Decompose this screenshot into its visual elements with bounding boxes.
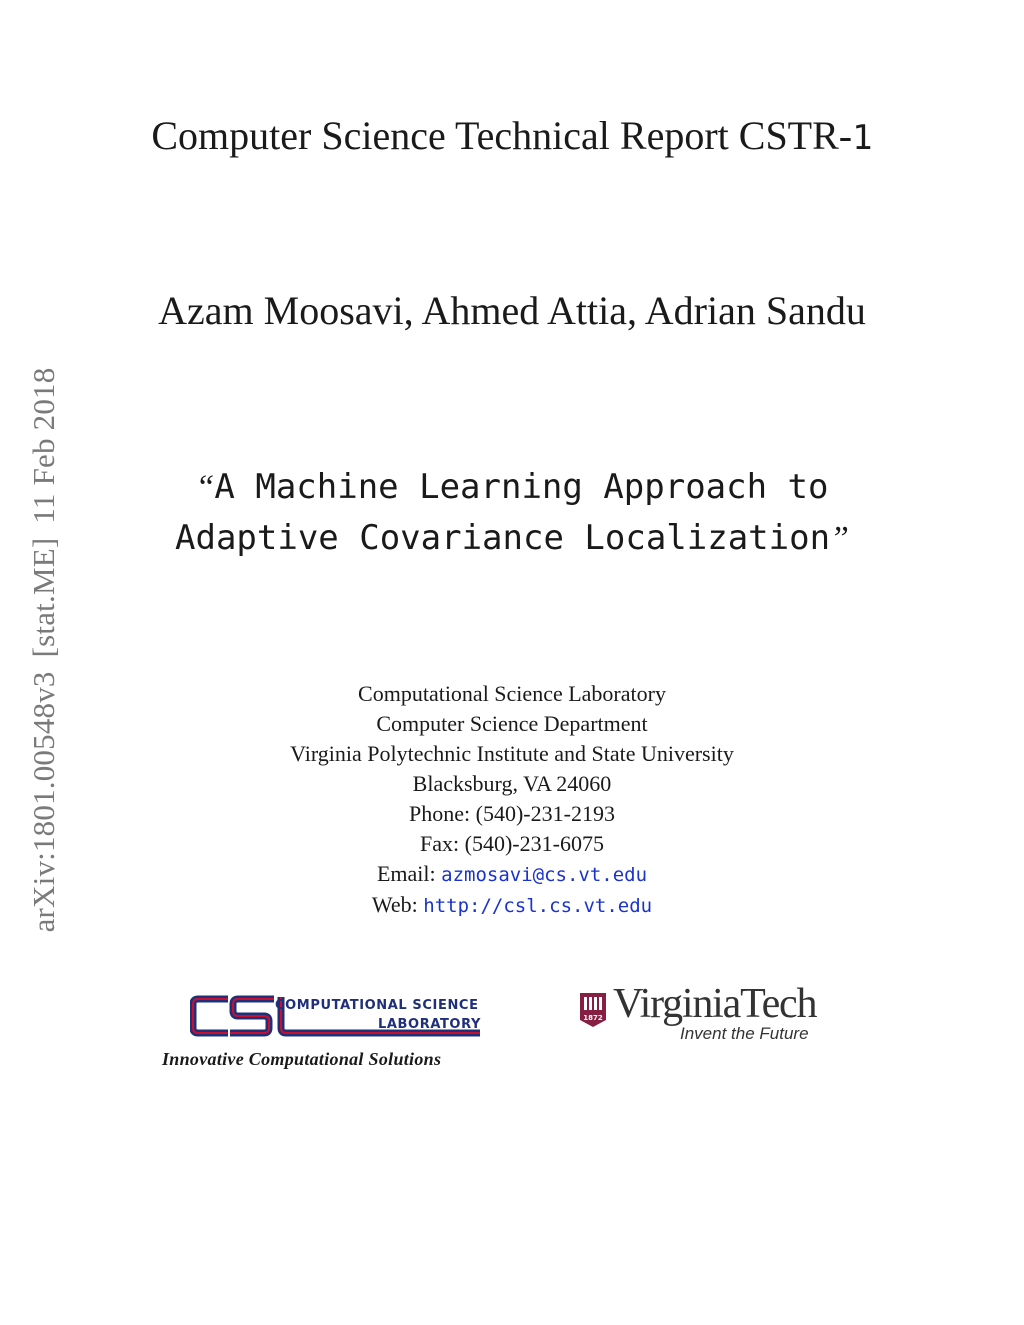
phone-number: Phone: (540)-231-2193	[409, 801, 615, 826]
web-label: Web:	[371, 892, 418, 917]
arxiv-category: [stat.ME]	[26, 537, 61, 658]
paper-title-line2	[0, 513, 1024, 564]
authors: Azam Moosavi, Ahmed Attia, Adrian Sandu	[158, 288, 866, 333]
web-line	[0, 890, 1024, 921]
vt-seal-icon	[578, 990, 608, 1028]
email-label: Email:	[376, 861, 436, 886]
paper-title-text1: A Machine Learning Approach to	[214, 467, 829, 507]
paper-title-text2: Adaptive Covariance Localization	[175, 518, 831, 558]
city-address: Blacksburg, VA 24060	[412, 771, 612, 796]
affiliation-block	[0, 679, 1024, 921]
paper-title-line1	[0, 462, 1024, 513]
lab-name: Computational Science Laboratory	[358, 681, 666, 706]
arxiv-date: 11 Feb 2018	[26, 367, 61, 524]
close-quote: ”	[830, 520, 849, 557]
report-title-text: Computer Science Technical Report CSTR-	[151, 113, 853, 158]
vt-motto: Invent the Future	[680, 1024, 809, 1043]
vt-seal-year: 1872	[583, 1014, 603, 1022]
arxiv-id: arXiv:1801.00548v3	[26, 671, 61, 933]
csl-wordmark-line2: LABORATORY	[378, 1017, 481, 1032]
fax-number: Fax: (540)-231-6075	[420, 831, 604, 856]
csl-tagline: Innovative Computational Solutions	[162, 1049, 442, 1069]
report-title	[0, 112, 1024, 159]
university-name: Virginia Polytechnic Institute and State University	[290, 741, 734, 766]
email-line	[0, 859, 1024, 890]
web-link[interactable]: http://csl.cs.vt.edu	[423, 895, 653, 917]
open-quote: “	[195, 469, 215, 506]
vt-wordmark: VirginiaTech	[613, 981, 817, 1027]
email-link[interactable]: azmosavi@cs.vt.edu	[441, 864, 648, 886]
paper-title	[0, 462, 1024, 564]
report-number: 1	[852, 118, 873, 158]
csl-wordmark-line1: COMPUTATIONAL SCIENCE	[275, 998, 479, 1013]
department-name: Computer Science Department	[376, 711, 648, 736]
csl-wordmark	[275, 996, 495, 1034]
